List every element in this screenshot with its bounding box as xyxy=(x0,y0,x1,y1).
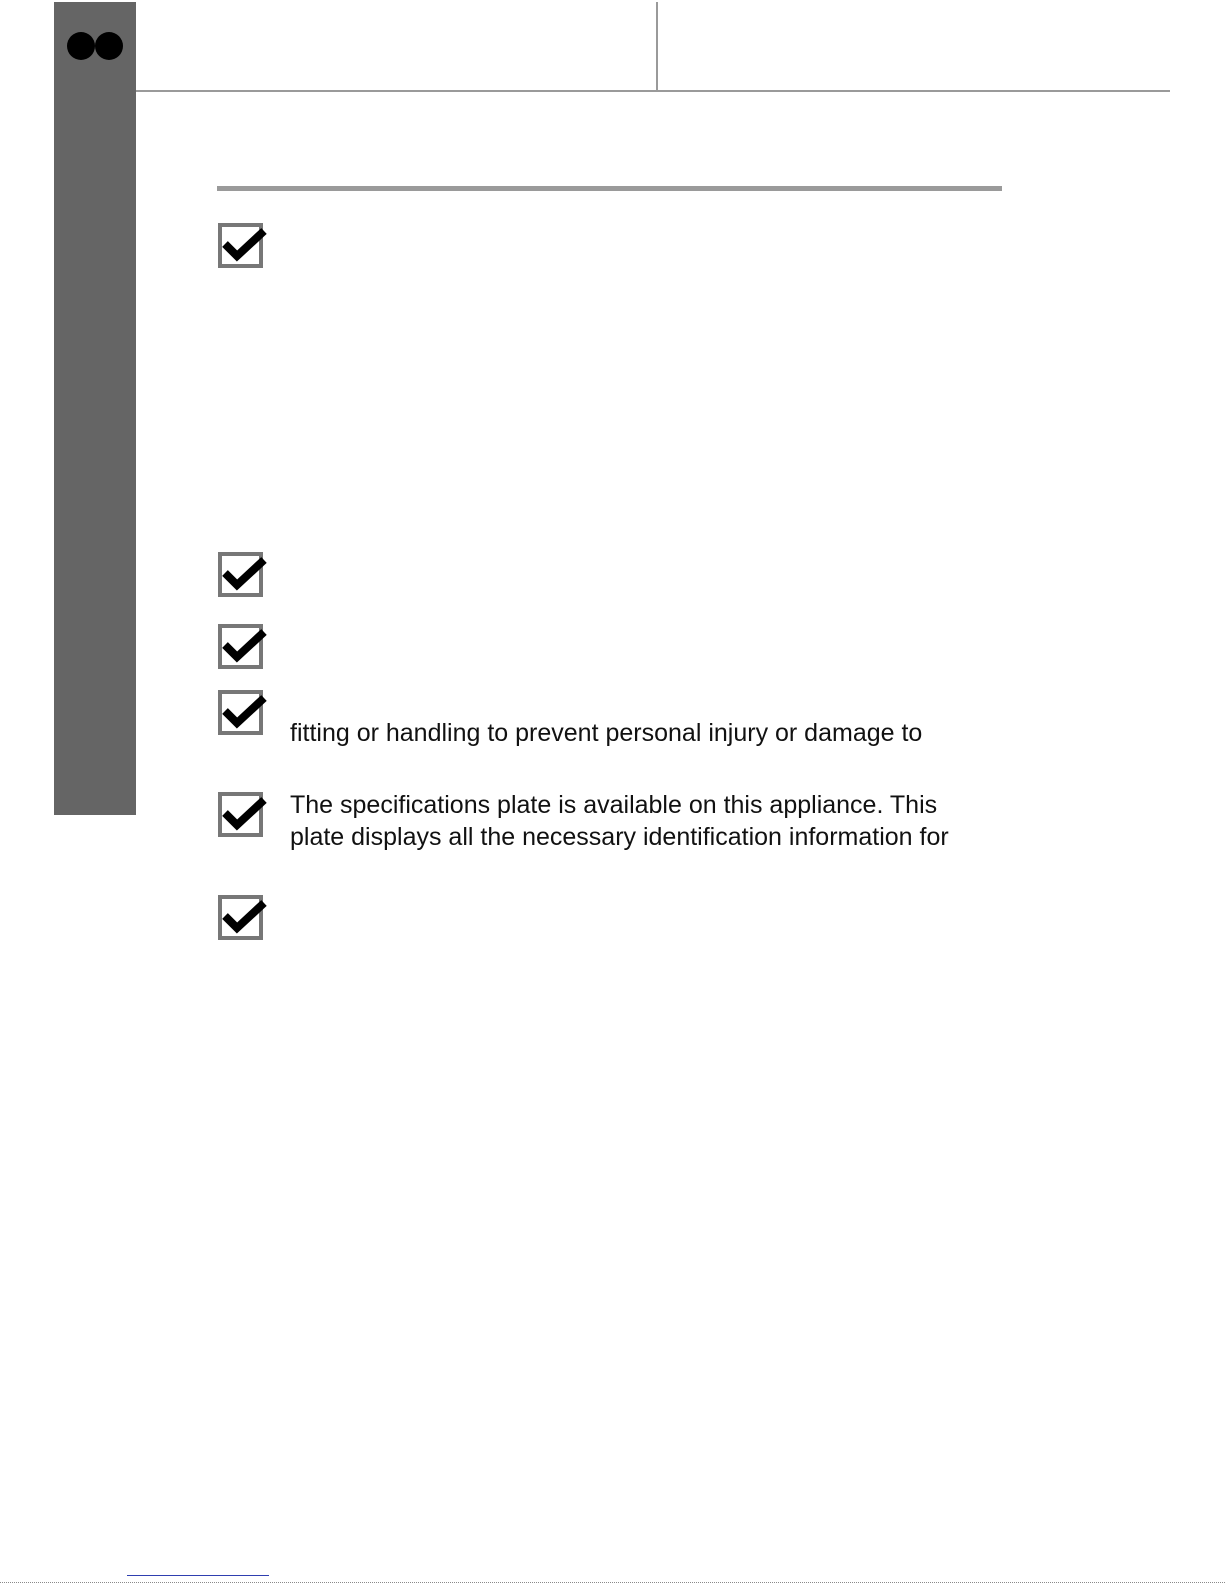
checkbox-icon xyxy=(218,895,264,941)
side-bar xyxy=(54,2,136,815)
list-item: fitting or handling to prevent personal injury or damage to xyxy=(290,719,923,747)
checkbox-icon xyxy=(218,552,264,598)
dot-icon xyxy=(95,32,123,60)
checkbox-icon xyxy=(218,624,264,670)
footer-dotted-line xyxy=(0,1582,1225,1583)
header-divider xyxy=(656,2,658,92)
section-rule xyxy=(217,186,1002,191)
checkbox-icon xyxy=(218,223,264,269)
checkbox-icon xyxy=(218,690,264,736)
footer-link-underline xyxy=(127,1575,269,1576)
list-item: The specifications plate is available on this appliance. This plate displays all the necessary identification information for xyxy=(290,791,949,851)
dot-icon xyxy=(67,32,95,60)
header-rule xyxy=(136,90,1170,92)
checkbox-icon xyxy=(218,792,264,838)
